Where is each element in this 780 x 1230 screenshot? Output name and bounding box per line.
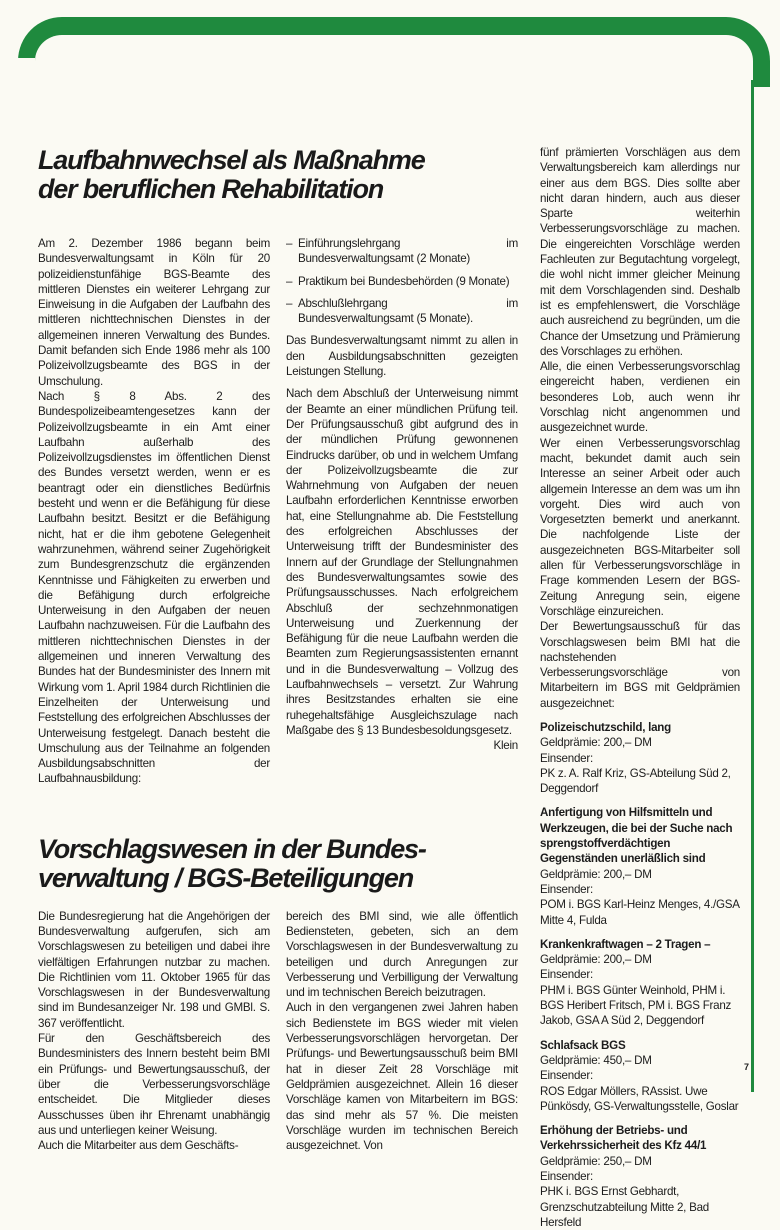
- award-title: Krankenkraftwagen – 2 Tragen –: [540, 937, 711, 951]
- paragraph: Wer einen Verbesserungsvorschlag macht, bekundet damit auch sein Interesse an seiner Arbeit oder auch allgemein Interesse an dem was um ihn vorgeht. Dies wird auch von Vorgesetzten bemerkt und anerkannt. Die nachfolgende Liste der ausgezeichneten BGS-Mitarbeiter soll allen für Verbesserungsvorschläge in Frage kommenden Lesern der BGS-Zeitung Anregung sein, eigene Vorschläge einzureichen.: [540, 436, 740, 618]
- paragraph: Das Bundesverwaltungsamt nimmt zu allen in den Ausbildungsabschnitten gezeigten Leistungen Stellung.: [286, 334, 518, 379]
- award-sender-label: Einsender:: [540, 751, 593, 765]
- award-title: Anfertigung von Hilfsmitteln und Werkzeugen, die bei der Suche nach sprengstoffverdächtigen Gegenständen unerläßlich sind: [540, 806, 733, 866]
- paragraph: Für den Geschäftsbereich des Bundesministers des Innern besteht beim BMI ein Prüfungs- und Bewertungsausschuß, der über die Verbesserungsvorschläge entscheidet. Die Mitglieder dieses Ausschusses üben ihr Ehrenamt unabhängig aus und unterliegen keiner Weisung.: [38, 1032, 270, 1137]
- paragraph: fünf prämierten Vorschlägen aus dem Verwaltungsbereich kam allerdings nur einer aus dem BGS. Dies sollte aber nicht daran hindern, auch aus dieser Sparte weiterhin Verbesserungsvorschläge zu machen. Die eingereichten Vorschläge werden Fachleuten zur Begutachtung vorgelegt, die wohl nicht immer gleicher Meinung mit dem Vorschlagenden sind. Deshalb ist es empfehlenswert, die Vorschläge auch ausreichend zu begründen, um die Chance der Umsetzung und Prämierung des Vorschlages zu erhöhen.: [540, 146, 740, 358]
- award-title: Polizeischutzschild, lang: [540, 720, 671, 734]
- paragraph: Auch in den vergangenen zwei Jahren haben sich Bedienstete im BGS wieder mit vielen Verbesserungsvorschlägen hervorgetan. Der Prüfungs- und Bewertungsausschuß beim BMI hat in dieser Zeit 28 Vorschläge mit Geldprämien ausgezeichnet. Allein 16 dieser Vorschläge kamen von Mitarbeitern im BGS: das sind mehr als 57 %. Die meisten Vorschläge wurden im technischen Bereich ausgezeichnet. Von: [286, 1001, 518, 1153]
- paragraph: Auch die Mitarbeiter aus dem Geschäfts-: [38, 1139, 239, 1153]
- award-sender: PHM i. BGS Günter Weinhold, PHM i. BGS Heribert Fritsch, PM i. BGS Franz Jakob, GSA A Süd 2, Deggendorf: [540, 983, 732, 1028]
- award-sender: PHK i. BGS Ernst Gebhardt, Grenzschutzabteilung Mitte 2, Bad Hersfeld: [540, 1185, 709, 1229]
- list-item-text: Einführungslehrgang im Bundesverwaltungsamt (2 Monate): [298, 237, 518, 266]
- green-page-frame: [18, 17, 770, 87]
- award-prize: Geldprämie: 200,– DM: [540, 736, 652, 750]
- article1-title-line1: Laufbahnwechsel als Maßnahme: [38, 145, 425, 175]
- article1-body: [38, 236, 518, 787]
- page-number: 7: [744, 1062, 750, 1072]
- article1-title: [38, 146, 518, 204]
- list-item-text: Praktikum bei Bundesbehörden (9 Monate): [298, 274, 510, 288]
- list-item-text: Abschlußlehrgang im Bundesverwaltungsamt (5 Monate).: [298, 296, 518, 326]
- award-entry: [540, 720, 740, 796]
- award-title: Erhöhung der Betriebs- und Verkehrssicherheit des Kfz 44/1: [540, 1124, 707, 1153]
- article2-column3: [540, 145, 740, 1230]
- award-entry: [540, 805, 740, 927]
- article2-column2: [286, 909, 518, 1154]
- award-entry: [540, 1038, 740, 1114]
- paragraph: bereich des BMI sind, wie alle öffentlich Bediensteten, gebeten, sich an dem Vorschlagswesen in der Bundesverwaltung zu beteiligen und durch Anregungen zur Verbesserung und Verbilligung der Verwaltung und im technischen Bereich beizutragen.: [286, 909, 518, 1000]
- article2-title: [38, 835, 518, 893]
- paragraph: Die Bundesregierung hat die Angehörigen der Bundesverwaltung aufgerufen, sich am Vorschlagswesen zu beteiligen und dabei ihre vielfältigen Erfahrungen nutzbar zu machen. Die Richtlinien vom 11. Oktober 1965 für das Vorschlagswesen in der Bundesverwaltung sind im Bundesanzeiger Nr. 198 und GMBl. S. 367 veröffentlicht.: [38, 909, 270, 1030]
- award-sender-label: Einsender:: [540, 1170, 593, 1183]
- list-item: [286, 296, 518, 327]
- award-prize: Geldprämie: 200,– DM: [540, 953, 652, 967]
- award-sender-label: Einsender:: [540, 1069, 593, 1083]
- article1-column2: [286, 236, 518, 754]
- list-item: [286, 274, 518, 289]
- award-sender: POM i. BGS Karl-Heinz Menges, 4./GSA Mitte 4, Fulda: [540, 898, 740, 927]
- award-sender: PK z. A. Ralf Kriz, GS-Abteilung Süd 2, Deggendorf: [540, 766, 731, 796]
- dash: –: [286, 274, 293, 288]
- article2-column1: [38, 909, 270, 1154]
- paragraph: Am 2. Dezember 1986 begann beim Bundesverwaltungsamt in Köln für 20 polizeidienstunfähige BGS-Beamte des mittleren Dienstes ein weiterer Lehrgang zur Einweisung in die Aufgaben der Laufbahn des mittleren nichttechnischen Dienstes in der allgemeinen inneren Verwaltung des Bundes. Damit befanden sich Ende 1986 mehr als 100 Polizeivollzugsbeamte des BGS in der Umschulung.: [38, 237, 270, 388]
- paragraph: Nach dem Abschluß der Unterweisung nimmt der Beamte an einer mündlichen Prüfung teil. Der Prüfungsausschuß gibt aufgrund des in der mündlichen Prüfung gewonnenen Eindrucks darüber, ob und in welchem Umfang der Polizeivollzugsbeamte die zur Wahrnehmung von Aufgaben der neuen Laufbahn erforderlichen Kenntnisse erworben hat, eine Stellungnahme ab. Die Feststellung des erfolgreichen Abschlusses der Unterweisung trifft der Bundesminister des Innern auf der Grundlage der Stellungnahmen des Bundesverwaltungsamtes sowie des Prüfungsausschusses. Nach erfolgreichem Abschluß der sechzehnmonatigen Unterweisung und Zuerkennung der Befähigung für die neue Laufbahn werden die Beamten zum Regierungsassistenten ernannt und in die Bundesverwaltung – Vollzug des Laufbahnwechsels – versetzt. Zur Wahrung ihres Besitzstandes erhalten sie eine ruhegehaltsfähige Ausgleichszulage nach Maßgabe des § 13 Bundesbesoldungsgesetz.: [286, 387, 518, 737]
- dash: –: [286, 237, 293, 250]
- article2-body: [38, 909, 518, 1154]
- article2-title-line2: verwaltung / BGS-Beteiligungen: [38, 862, 414, 893]
- dash: –: [286, 296, 293, 310]
- article1-title-line2: der beruflichen Rehabilitation: [38, 174, 384, 204]
- award-prize: Geldprämie: 200,– DM: [540, 867, 652, 881]
- award-entry: [540, 937, 740, 1029]
- award-sender: ROS Edgar Möllers, RAssist. Uwe Pünkösdy, GS-Verwaltungsstelle, Goslar: [540, 1084, 739, 1113]
- author: Klein: [493, 739, 518, 753]
- list-item: [286, 236, 518, 267]
- award-prize: Geldprämie: 250,– DM: [540, 1154, 652, 1168]
- award-prize: Geldprämie: 450,– DM: [540, 1053, 652, 1067]
- article1-column1: [38, 236, 270, 787]
- award-title: Schlafsack BGS: [540, 1038, 626, 1052]
- award-sender-label: Einsender:: [540, 968, 593, 982]
- award-entry: [540, 1123, 740, 1230]
- green-frame-rule: [751, 80, 754, 1092]
- award-sender-label: Einsender:: [540, 882, 593, 896]
- paragraph: Alle, die einen Verbesserungsvorschlag eingereicht haben, verdienen ein besonderes Lob, auch wenn ihr Vorschlag nicht angenommen und ausgezeichnet wurde.: [540, 360, 740, 435]
- left-content-area: [38, 146, 518, 1153]
- article2-title-line1: Vorschlagswesen in der Bundes-: [38, 833, 426, 864]
- paragraph: Nach § 8 Abs. 2 des Bundespolizeibeamtengesetzes kann der Polizeivollzugsbeamte in ein Amt einer Laufbahn außerhalb des Polizeivollzugsdienstes im öffentlichen Dienst des Bundes versetzt werden, wenn er es beantragt oder ein dienstliches Bedürfnis besteht und wenn er die Befähigung für diese Laufbahn besitzt. Besitzt er die Befähigung nicht, hat er die ihm gebotene Gelegenheit wahrzunehmen, während seiner Zugehörigkeit zum Bundesgrenzschutz die ergänzenden Kenntnisse und Fähigkeiten zu erwerben und die Befähigung durch erfolgreiche Unterweisung in den Aufgaben der neuen Laufbahn nachzuweisen. Für die Laufbahn des mittleren nichttechnischen Dienstes in der allgemeinen und inneren Verwaltung des Bundes hat der Bundesminister des Innern mit Wirkung vom 1. April 1984 durch Richtlinien die Einzelheiten der Unterweisung und Feststellung des erfolgreichen Abschlusses der Unterweisung festgelegt. Danach besteht die Umschulung aus der Teilnahme an folgenden Ausbildungsabschnitten der Laufbahnausbildung:: [38, 389, 270, 786]
- paragraph: Der Bewertungsausschuß für das Vorschlagswesen beim BMI hat die nachstehenden Verbesserungsvorschläge von Mitarbeitern im BGS mit Geldprämien ausgezeichnet:: [540, 620, 740, 710]
